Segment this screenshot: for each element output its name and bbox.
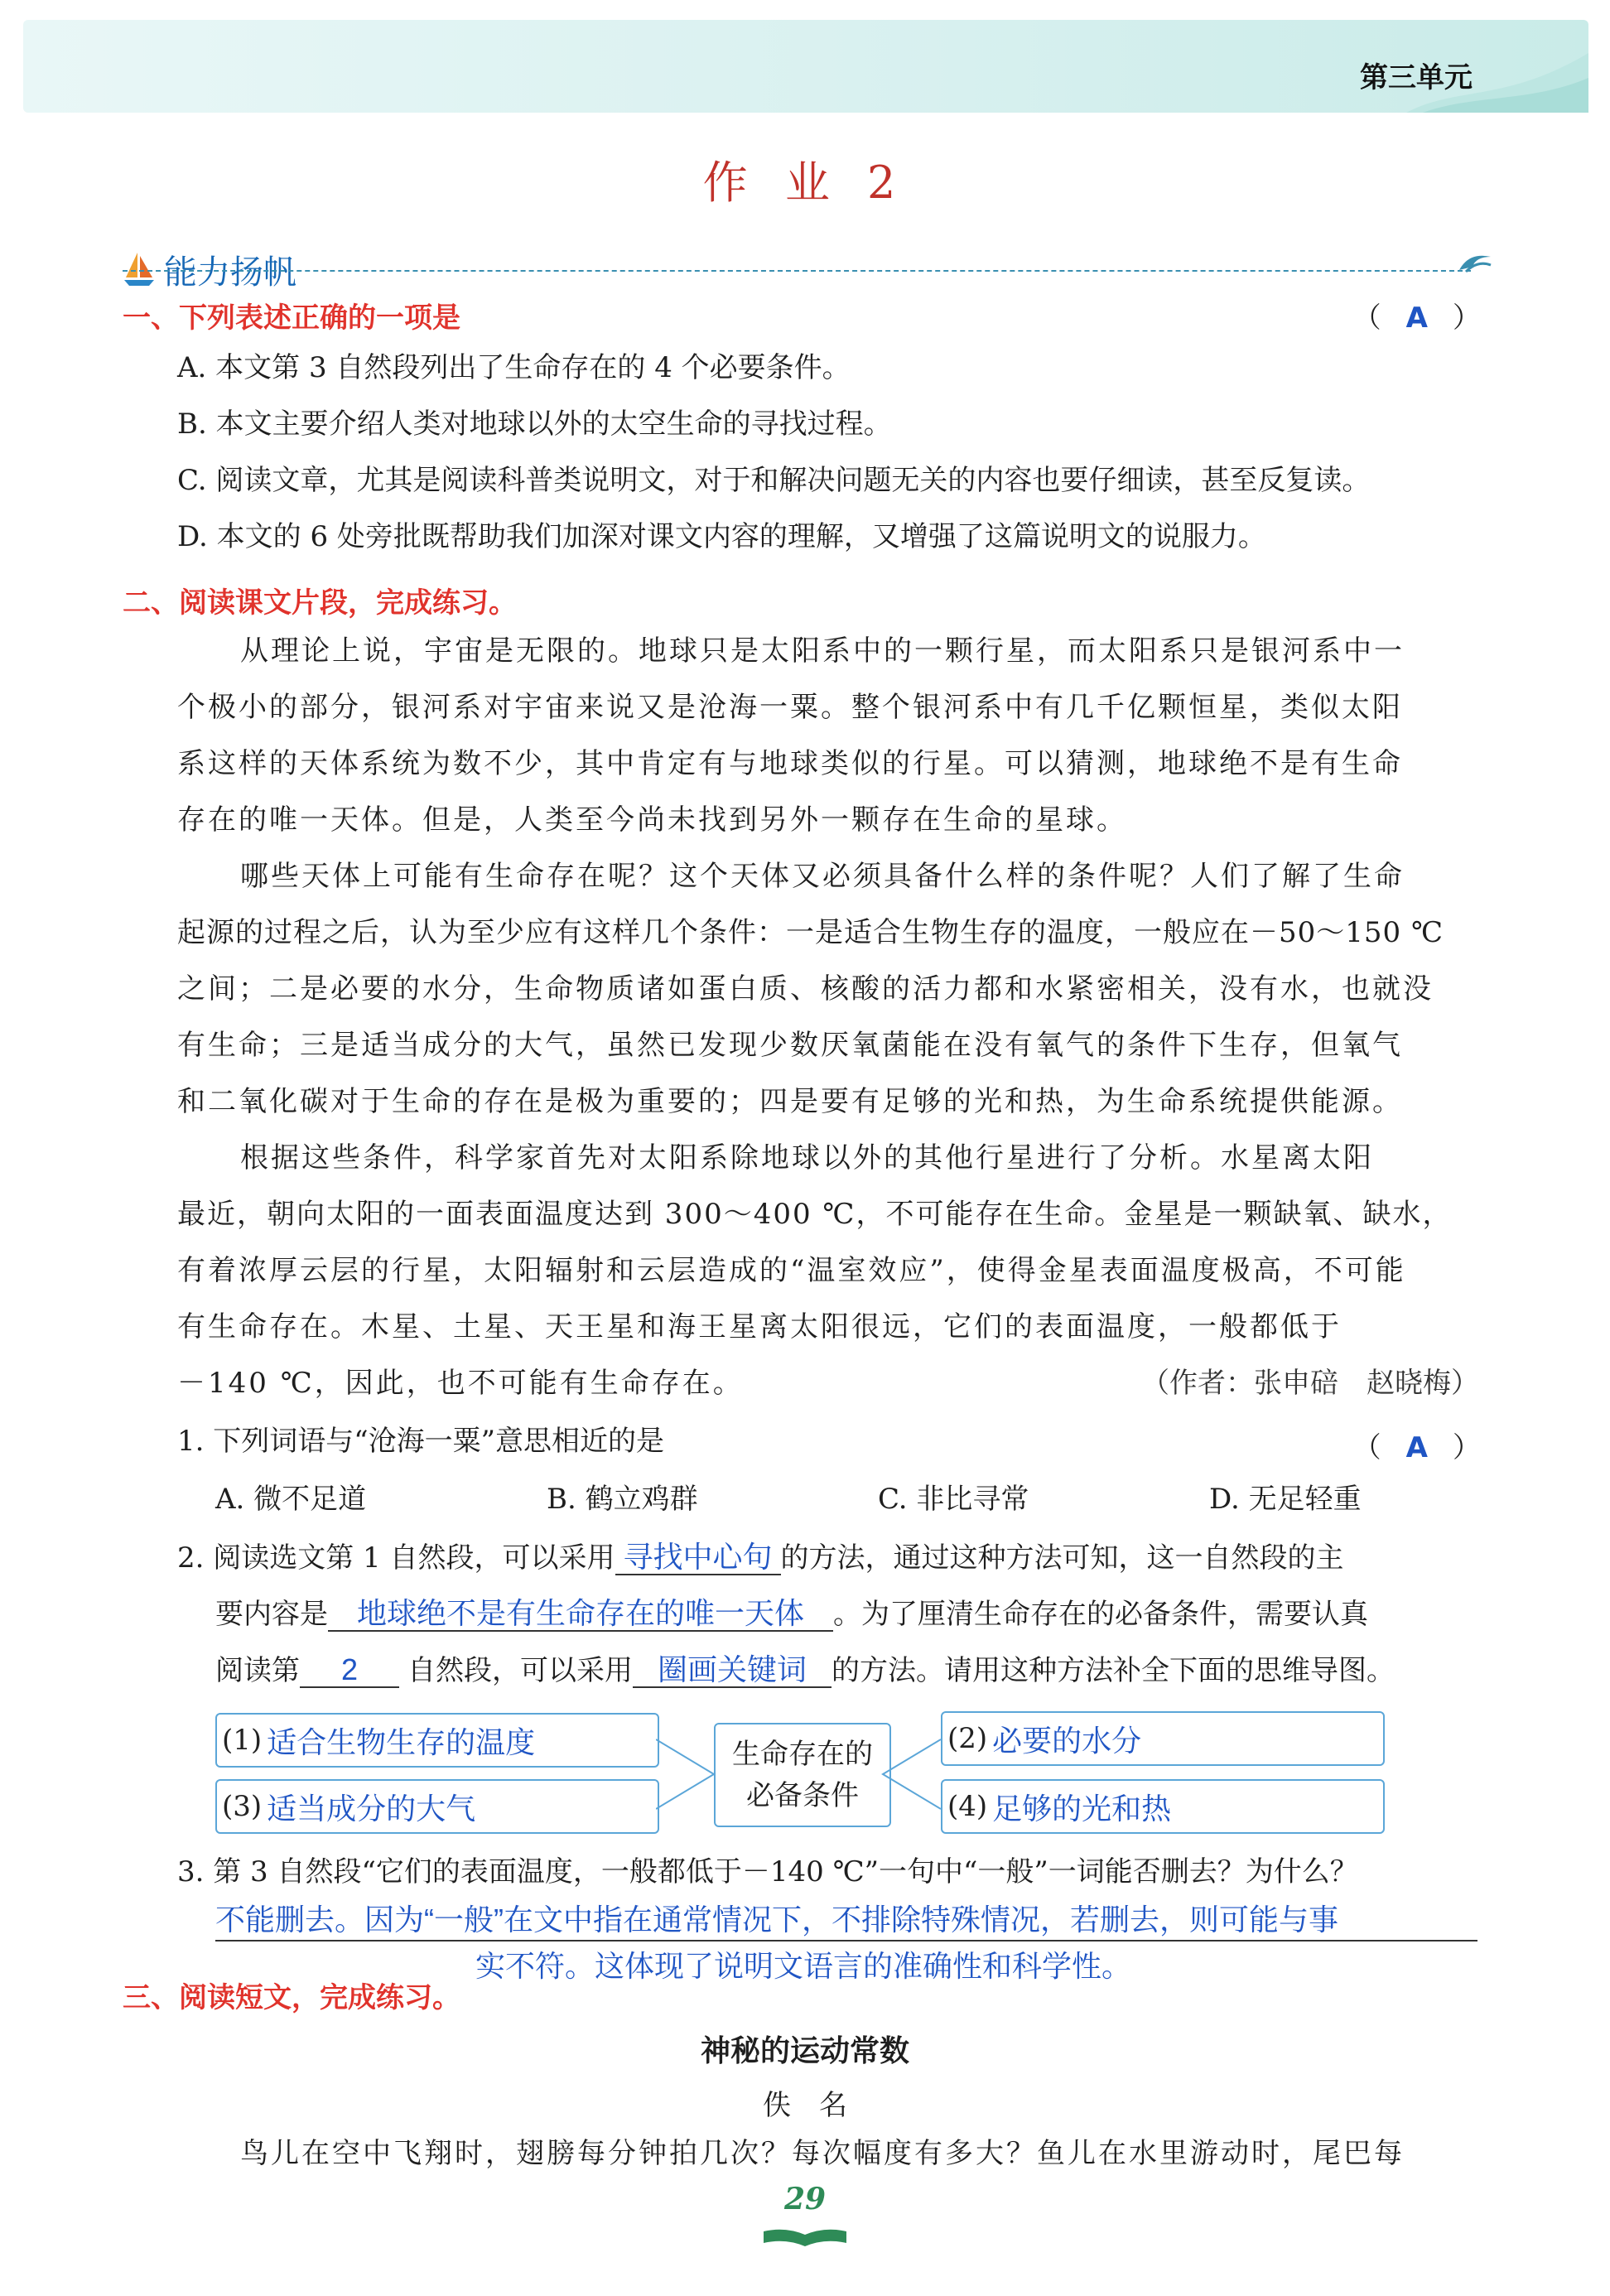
passage-line-8: 有生命；三是适当成分的大气，虽然已发现少数厌氧菌能在没有氧气的条件下生存，但氧气 — [177, 1029, 1403, 1062]
mindmap-box-4[interactable]: (4) 足够的光和热 — [941, 1779, 1385, 1834]
mindmap-connectors — [656, 1706, 941, 1847]
passage-line-9: 和二氧化碳对于生命的存在是极为重要的；四是要有足够的光和热，为生命系统提供能源。 — [177, 1085, 1403, 1118]
passage-line-2: 个极小的部分，银河系对宇宙来说又是沧海一粟。整个银河系中有几千亿颗恒星，类似太阳 — [177, 691, 1403, 724]
passage-line-13: 有生命存在。木星、土星、天王星和海王星离太阳很远，它们的表面温度，一般都低于 — [177, 1310, 1342, 1343]
passage-line-5: 哪些天体上可能有生命存在呢？这个天体又必须具备什么样的条件呢？人们了解了生命 — [240, 860, 1405, 893]
mindmap-box-1[interactable]: (1) 适合生物生存的温度 — [215, 1713, 659, 1768]
sub2-blank-2[interactable]: 地球绝不是有生命存在的唯一天体 — [328, 1597, 833, 1632]
passage-line-14: －140 ℃，因此，也不可能有生命存在。 — [177, 1367, 744, 1400]
q1-heading: 一、下列表述正确的一项是 — [123, 301, 460, 335]
passage-line-1: 从理论上说，宇宙是无限的。地球只是太阳系中的一颗行星，而太阳系只是银河系中一 — [240, 634, 1405, 668]
q1-option-b: B. 本文主要介绍人类对地球以外的太空生命的寻找过程。 — [177, 408, 892, 441]
section-heading — [123, 248, 296, 290]
section-label: 能力扬帆 — [164, 253, 296, 292]
q1-option-c: C. 阅读文章，尤其是阅读科普类说明文，对于和解决问题无关的内容也要仔细读，甚至反复读。 — [177, 464, 1371, 497]
sub2-blank-3[interactable]: 2 — [300, 1653, 399, 1688]
sub1-option-b: B. 鹤立鸡群 — [547, 1483, 698, 1516]
sub2-blank-1[interactable]: 寻找中心句 — [615, 1541, 781, 1575]
article-author: 佚 名 — [763, 2089, 847, 2122]
sub2-line-1: 2. 阅读选文第 1 自然段，可以采用 寻找中心句 的方法，通过这种方法可知，这一自然段的主 — [177, 1540, 1344, 1575]
sub1-answer-paren: （ A ） — [1352, 1431, 1481, 1464]
page-title: 作 业 2 — [702, 157, 908, 209]
passage-line-3: 系这样的天体系统为数不少，其中肯定有与地球类似的行星。可以猜测，地球绝不是有生命 — [177, 747, 1403, 780]
passage-line-4: 存在的唯一天体。但是，人类至今尚未找到另外一颗存在生命的星球。 — [177, 803, 1127, 837]
section-divider — [123, 270, 1471, 272]
article-first-line: 鸟儿在空中飞翔时，翅膀每分钟拍几次？每次幅度有多大？鱼儿在水里游动时，尾巴每 — [240, 2137, 1405, 2170]
sub3-answer-line-1[interactable]: 不能删去。因为“一般”在文中指在通常情况下，不排除特殊情况，若删去，则可能与事 — [215, 1903, 1477, 1941]
sub2-line-3: 阅读第 2 自然段，可以采用 圈画关键词 的方法。请用这种方法补全下面的思维导图。 — [215, 1652, 1395, 1687]
header-band — [23, 20, 1588, 113]
passage-line-11: 最近，朝向太阳的一面表面温度达到 300～400 ℃，不可能存在生命。金星是一颗缺氧、缺水， — [177, 1198, 1453, 1231]
passage-line-6: 起源的过程之后，认为至少应有这样几个条件：一是适合生物生存的温度，一般应在－50～150 ℃ — [177, 916, 1444, 949]
mindmap-box-3[interactable]: (3) 适当成分的大气 — [215, 1779, 659, 1834]
q1-answer-paren: （ A ） — [1352, 301, 1481, 335]
wave-icon — [1458, 248, 1492, 273]
sub1-answer: A — [1405, 1431, 1428, 1464]
unit-label: 第三单元 — [1360, 61, 1473, 94]
q1-answer: A — [1405, 301, 1428, 335]
sub3-answer-line-2[interactable]: 实不符。这体现了说明文语言的准确性和科学性。 — [475, 1949, 1132, 1983]
page-number: 29 — [783, 2182, 827, 2216]
passage-author: （作者：张申碚 赵晓梅） — [1141, 1367, 1479, 1400]
sub1-option-d: D. 无足轻重 — [1209, 1483, 1362, 1516]
book-icon — [760, 2226, 850, 2248]
passage-line-10: 根据这些条件，科学家首先对太阳系除地球以外的其他行星进行了分析。水星离太阳 — [240, 1141, 1374, 1175]
sub3-stem: 3. 第 3 自然段“它们的表面温度，一般都低于－140 ℃”一句中“一般”一词能否删去？为什么？ — [177, 1855, 1358, 1888]
q3-heading: 三、阅读短文，完成练习。 — [123, 1981, 460, 2014]
sailboat-icon — [123, 251, 156, 287]
sub1-option-a: A. 微不足道 — [215, 1483, 367, 1516]
sub2-line-2: 要内容是 地球绝不是有生命存在的唯一天体 。为了厘清生命存在的必备条件，需要认真 — [215, 1596, 1368, 1631]
q1-option-a: A. 本文第 3 自然段列出了生命存在的 4 个必要条件。 — [177, 351, 851, 384]
article-title: 神秘的运动常数 — [700, 2034, 909, 2068]
sub1-stem: 1. 下列词语与“沧海一粟”意思相近的是 — [177, 1425, 665, 1458]
mindmap-center: 生命存在的 必备条件 — [714, 1723, 891, 1827]
q1-option-d: D. 本文的 6 处旁批既帮助我们加深对课文内容的理解，又增强了这篇说明文的说服力。 — [177, 520, 1266, 553]
sub2-blank-4[interactable]: 圈画关键词 — [633, 1653, 832, 1688]
q2-heading: 二、阅读课文片段，完成练习。 — [123, 586, 517, 620]
sub1-option-c: C. 非比寻常 — [878, 1483, 1029, 1516]
passage-line-12: 有着浓厚云层的行星，太阳辐射和云层造成的“温室效应”，使得金星表面温度极高，不可能 — [177, 1254, 1406, 1287]
mindmap-box-2[interactable]: (2) 必要的水分 — [941, 1711, 1385, 1766]
passage-line-7: 之间；二是必要的水分，生命物质诸如蛋白质、核酸的活力都和水紧密相关，没有水，也就没 — [177, 972, 1434, 1006]
